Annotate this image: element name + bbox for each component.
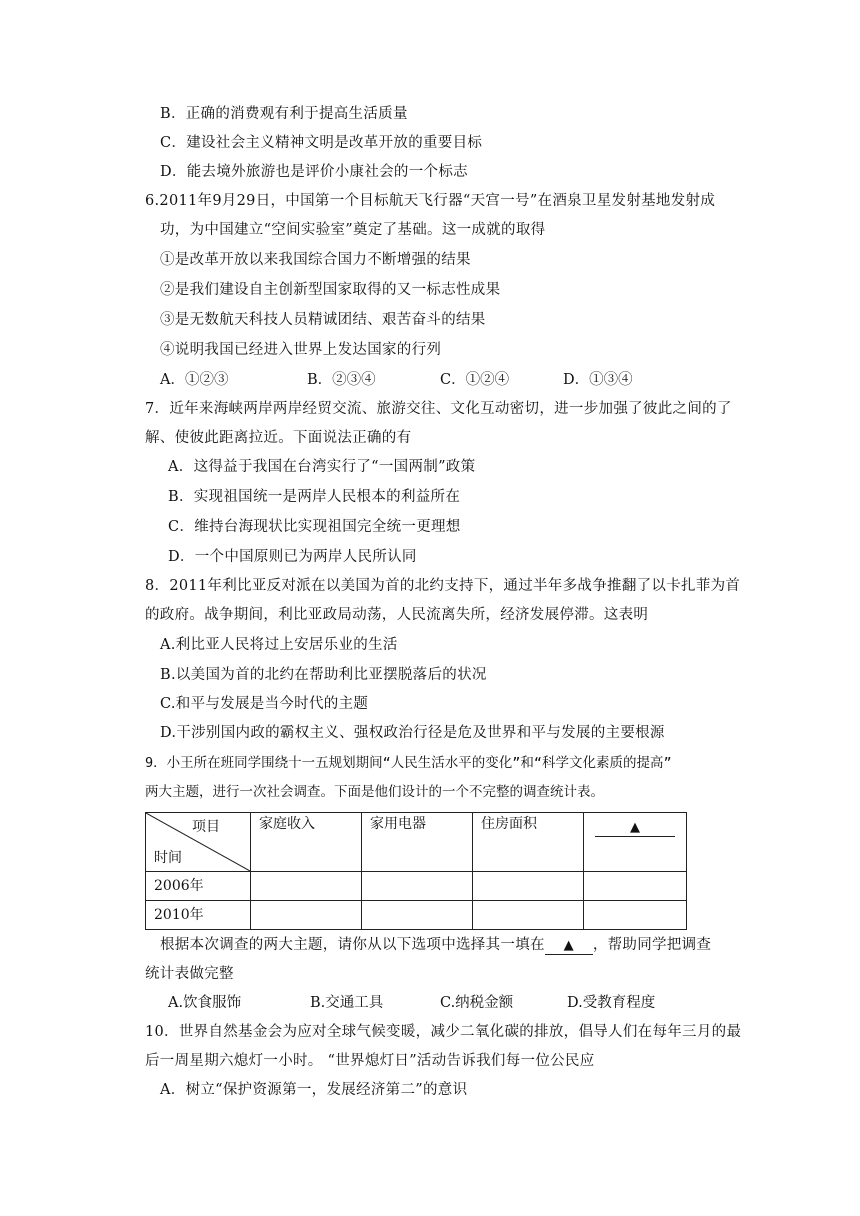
table-row <box>146 872 687 901</box>
row-year-2006: 2006年 <box>146 872 251 901</box>
q10-stem-line2: 后一周星期六熄灯一小时。 “世界熄灯日”活动告诉我们每一位公民应 <box>145 1053 595 1069</box>
q10-stem-line1: 10．世界自然基金会为应对全球气候变暖，减少二氧化碳的排放，倡导人们在每年三月的最 <box>145 1024 742 1040</box>
table-cell <box>251 872 362 901</box>
header-appliances: 家用电器 <box>362 813 473 872</box>
triangle-icon: ▲ <box>630 820 640 835</box>
q9-option-b: B.交通工具 <box>310 995 384 1011</box>
q9-stem-line1: 9．小王所在班同学围绕十一五规划期间“人民生活水平的变化”和“科学文化素质的提高” <box>145 755 672 771</box>
q6-option-d: D．①③④ <box>563 372 633 388</box>
header-blank <box>584 813 687 872</box>
table-cell <box>584 901 687 930</box>
q6-statement-3: ③是无数航天科技人员精诚团结、艰苦奋斗的结果 <box>160 312 486 328</box>
table-cell <box>473 872 584 901</box>
table-cell <box>251 901 362 930</box>
q9-option-c: C.纳税金额 <box>440 995 514 1011</box>
table-row <box>146 901 687 930</box>
q9-instruction-line1 <box>160 935 711 955</box>
header-housing-area: 住房面积 <box>473 813 584 872</box>
q6-statement-2: ②是我们建设自主创新型国家取得的又一标志性成果 <box>160 282 501 298</box>
triangle-icon: ▲ <box>563 938 574 953</box>
table-header-row <box>146 813 687 872</box>
q9-option-d: D.受教育程度 <box>567 995 656 1011</box>
q5-option-d: D．能去境外旅游也是评价小康社会的一个标志 <box>160 164 468 180</box>
q9-instruction-line2: 统计表做完整 <box>145 966 234 982</box>
q6-statement-1: ①是改革开放以来我国综合国力不断增强的结果 <box>160 252 471 268</box>
table-cell <box>584 872 687 901</box>
table-cell <box>362 901 473 930</box>
blank-marker <box>595 819 675 837</box>
table-corner-cell <box>146 813 251 872</box>
q7-option-a: A．这得益于我国在台湾实行了“一国两制”政策 <box>168 459 476 475</box>
table-cell <box>473 901 584 930</box>
q8-stem-line2: 的政府。战争期间，利比亚政局动荡，人民流离失所，经济发展停滞。这表明 <box>145 607 649 623</box>
q8-option-d: D.干涉别国内政的霸权主义、强权政治行径是危及世界和平与发展的主要根源 <box>160 725 665 741</box>
q9-stem-line2: 两大主题，进行一次社会调查。下面是他们设计的一个不完整的调查统计表。 <box>145 784 604 800</box>
q6-stem-line1: 6.2011年9月29日，中国第一个目标航天飞行器“天宫一号”在酒泉卫星发射基地发射成 <box>145 193 716 209</box>
q7-stem-line1: 7．近年来海峡两岸两岸经贸交流、旅游交往、文化互动密切，进一步加强了彼此之间的了 <box>145 401 732 417</box>
survey-table <box>145 812 687 930</box>
q9-option-a: A.饮食服饰 <box>168 995 242 1011</box>
corner-label-time: 时间 <box>154 850 182 866</box>
q9-instruction-pre: 根据本次调查的两大主题，请你从以下选项中选择其一填在 <box>160 937 545 953</box>
q8-option-a: A.利比亚人民将过上安居乐业的生活 <box>160 637 398 653</box>
q9-blank <box>545 937 593 955</box>
q7-option-b: B．实现祖国统一是两岸人民根本的利益所在 <box>168 489 461 505</box>
row-year-2010: 2010年 <box>146 901 251 930</box>
q6-option-a: A．①②③ <box>160 372 229 388</box>
q6-option-c: C．①②④ <box>440 372 510 388</box>
q7-option-c: C．维持台海现状比实现祖国完全统一更理想 <box>168 519 461 535</box>
q8-option-c: C.和平与发展是当今时代的主题 <box>160 696 369 712</box>
q8-stem-line1: 8．2011年利比亚反对派在以美国为首的北约支持下，通过半年多战争推翻了以卡扎菲为首 <box>145 578 741 594</box>
header-family-income: 家庭收入 <box>251 813 362 872</box>
q5-option-b: B．正确的消费观有利于提高生活质量 <box>160 106 408 122</box>
q10-option-a: A．树立“保护资源第一，发展经济第二”的意识 <box>160 1082 468 1098</box>
q6-option-b: B．②③④ <box>307 372 376 388</box>
q9-instruction-post: ，帮助同学把调查 <box>592 937 712 953</box>
q8-option-b: B.以美国为首的北约在帮助利比亚摆脱落后的状况 <box>160 667 487 683</box>
q7-stem-line2: 解、使彼此距离拉近。下面说法正确的有 <box>145 430 412 446</box>
q6-stem-line2: 功，为中国建立“空间实验室”奠定了基础。这一成就的取得 <box>160 222 546 238</box>
q5-option-c: C．建设社会主义精神文明是改革开放的重要目标 <box>160 135 483 151</box>
corner-label-item: 项目 <box>192 819 220 835</box>
q6-statement-4: ④说明我国已经进入世界上发达国家的行列 <box>160 342 442 358</box>
q7-option-d: D．一个中国原则已为两岸人民所认同 <box>168 549 417 565</box>
table-cell <box>362 872 473 901</box>
